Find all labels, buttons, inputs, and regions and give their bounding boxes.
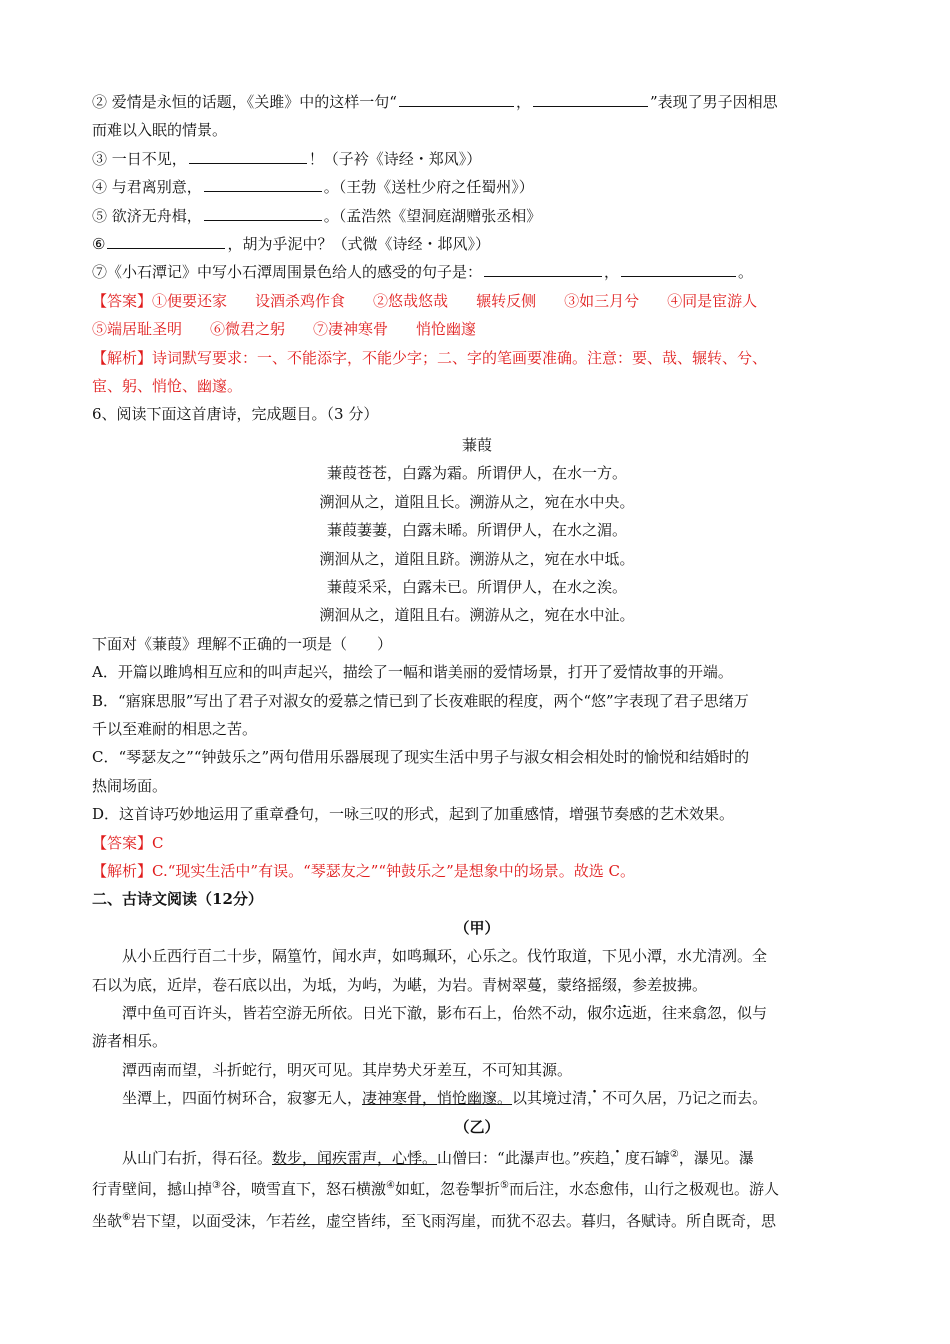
poem-line: 溯洄从之，道阻且右。溯游从之，宛在水中沚。: [319, 606, 635, 625]
answer-blank[interactable]: [189, 147, 307, 164]
passage-jia-p4: 坐潭上，四面竹树环合，寂寥无人，凄神寒骨，悄怆幽邃。以其境过清，不可久居，乃记之而去。: [122, 1089, 768, 1108]
q6-option-d[interactable]: D．这首诗巧妙地运用了重章叠句，一咏三叹的形式，起到了加重感情，增强节奏感的艺术效果。: [92, 805, 735, 824]
answer-blank[interactable]: [399, 90, 514, 107]
q6-option-a[interactable]: A．开篇以雎鸠相互应和的叫声起兴，描绘了一幅和谐美丽的爱情场景，打开了爱情故事的开端。: [92, 663, 733, 682]
passage-jia-title: （甲）: [454, 918, 500, 937]
footnote-mark: ②: [669, 1149, 679, 1161]
answer-blank[interactable]: [484, 260, 602, 277]
q5-analysis-line-1: 【解析】诗词默写要求：一、不能添字，不能少字；二、字的笔画要准确。注意：要、哉、辗转、兮、: [92, 348, 768, 367]
poem-line: 溯洄从之，道阻且长。溯游从之，宛在水中央。: [319, 492, 635, 511]
q5-item-7: ⑦《小石潭记》中写小石潭周围景色给人的感受的句子是： ， 。: [92, 258, 862, 286]
answer-blank[interactable]: [621, 260, 736, 277]
q5-item-4: ④ 与君离别意， 。（王勃《送杜少府之任蜀州》）: [92, 173, 862, 201]
passage-jia-p2: 潭中鱼可百许头，皆若空游无所依。日光下澈，影布石上，佁然不动，俶尔远逝，往来翕忽，似与: [122, 1004, 768, 1022]
poem-title: 蒹葭: [461, 435, 492, 454]
footnote-mark: ⑥: [122, 1211, 131, 1223]
q6-answer: 【答案】C: [92, 833, 164, 852]
underlined-sentence: 凄神寒骨，悄怆幽邃。: [362, 1089, 513, 1108]
poem-line: 蒹葭苍苍，白露为霜。所谓伊人，在水一方。: [326, 464, 627, 483]
passage-jia-p2-cont: 游者相乐。: [92, 1032, 168, 1051]
answer-blank[interactable]: [533, 90, 648, 107]
poem-line: 溯洄从之，道阻且跻。溯游从之，宛在水中坻。: [319, 549, 635, 568]
document-page: [92, 88, 862, 1235]
passage-yi-l2: 行青壁间，撼山掉③谷，喷雪直下，怒石横激④如虹，忽卷掣折⑤而后注，水态愈伟，山行之极观也。游人: [92, 1180, 779, 1199]
q5-item-5: ⑤ 欲济无舟楫， 。（孟浩然《望洞庭湖赠张丞相》: [92, 202, 862, 230]
q5-item-2: ② 爱情是永恒的话题，《关雎》中的这样一句“ ， ”表现了男子因相思: [92, 88, 862, 116]
emphasis-char: 清: [572, 1089, 588, 1108]
answer-blank[interactable]: [204, 204, 322, 221]
q5-item-3: ③ 一日不见， ！（子衿《诗经・郑风》）: [92, 145, 862, 173]
passage-yi-l1: 从山门右折，得石径。数步，闻疾雷声，心悸。山僧曰：“此瀑声也。”疾趋，度石罅②，瀑见。瀑: [122, 1149, 754, 1168]
q6-question: 下面对《蒹葭》理解不正确的一项是（ ）: [92, 634, 393, 653]
q6-option-b-cont: 千以至难耐的相思之苦。: [92, 719, 258, 738]
passage-jia-p3: 潭西南而望，斗折蛇行，明灭可见。其岸势犬牙差互，不可知其源。: [122, 1060, 573, 1079]
poem-line: 蒹葭采采，白露未已。所谓伊人，在水之涘。: [326, 577, 627, 596]
answer-blank[interactable]: [107, 232, 225, 249]
emphasis-char: 尔: [602, 1004, 618, 1022]
footnote-mark: ④: [386, 1180, 395, 1192]
q6-option-c-cont: 热闹场面。: [92, 776, 168, 795]
emphasis-char: 俶: [587, 1004, 603, 1022]
passage-jia-p1-cont: 石以为底，近岸，卷石底以出，为坻，为屿，为嵁，为岩。青树翠蔓，蒙络摇缀，参差披拂。: [92, 975, 708, 994]
q5-item-6: ⑥ ，胡为乎泥中？（式微《诗经・邶风》）: [92, 230, 862, 258]
q6-option-b[interactable]: B．“寤寐思服”写出了君子对淑女的爱慕之情已到了长夜难眠的程度，两个“悠”字表现了君子思绪万: [92, 691, 749, 710]
q5-answer-line-1: 【答案】①便要还家 设酒杀鸡作食 ②悠哉悠哉 辗转反侧 ③如三月兮 ④同是宦游人: [92, 291, 758, 310]
q6-option-c[interactable]: C．“琴瑟友之”“钟鼓乐之”两句借用乐器展现了现实生活中男子与淑女相会相处时的愉悦和结婚时的: [92, 748, 750, 767]
footnote-mark: ③: [212, 1180, 221, 1192]
footnote-mark: ⑤: [499, 1180, 509, 1192]
passage-yi-l3: 坐欹⑥岩下望，以面受沫，乍若丝，虚空皆纬，至飞雨泻崖，而犹不忍去。暮归，各赋诗。所自既奇，思: [92, 1211, 777, 1230]
q6-stem: 6、阅读下面这首唐诗，完成题目。（3 分）: [92, 405, 379, 424]
q5-analysis-line-2: 宦、躬、悄怆、幽邃。: [92, 377, 243, 396]
answer-blank[interactable]: [204, 175, 322, 192]
passage-yi-title: （乙）: [454, 1117, 500, 1136]
emphasis-char: 趋: [594, 1149, 610, 1168]
emphasis-char: 自: [701, 1211, 717, 1230]
q5-item-2-cont: 而难以入眠的情景。: [92, 121, 228, 140]
section-heading: 二、古诗文阅读（12分）: [92, 890, 263, 909]
q6-analysis: 【解析】C.“现实生活中”有误。“琴瑟友之”“钟鼓乐之”是想象中的场景。故选 C。: [92, 861, 635, 880]
passage-jia-p1: 从小丘西行百二十步，隔篁竹，闻水声，如鸣珮环，心乐之。伐竹取道，下见小潭，水尤清冽。全: [122, 947, 768, 966]
poem-line: 蒹葭萋萋，白露未晞。所谓伊人，在水之湄。: [326, 521, 627, 540]
underlined-sentence: 数步，闻疾雷声，心悸。: [272, 1149, 438, 1168]
q5-answer-line-2: ⑤端居耻圣明 ⑥微君之躬 ⑦凄神寒骨 悄怆幽邃: [92, 320, 477, 339]
